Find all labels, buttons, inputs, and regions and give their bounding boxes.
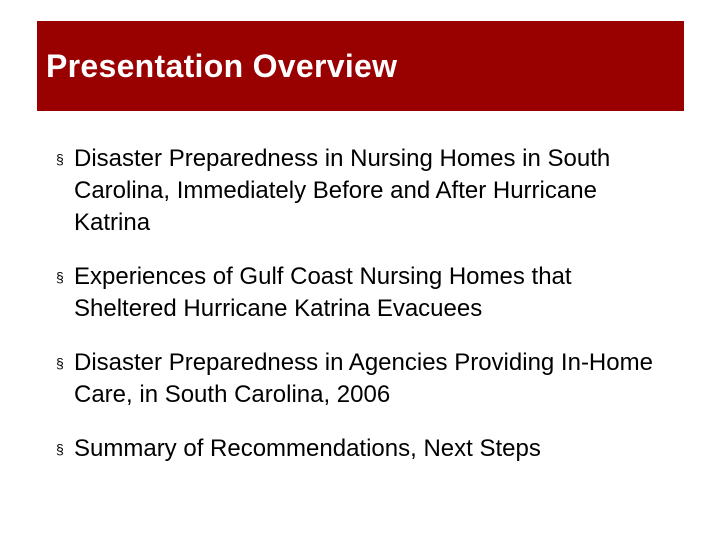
square-bullet-icon: § [56, 355, 64, 371]
bullet-text: Disaster Preparedness in Agencies Providing In-Home Care, in South Carolina, 2006 [74, 349, 653, 408]
bullet-text: Experiences of Gulf Coast Nursing Homes that Sheltered Hurricane Katrina Evacuees [74, 263, 572, 322]
square-bullet-icon: § [56, 441, 64, 457]
bullet-item [56, 347, 676, 411]
bullet-list [56, 143, 676, 487]
bullet-item [56, 433, 676, 465]
square-bullet-icon: § [56, 269, 64, 285]
bullet-text: Summary of Recommendations, Next Steps [74, 435, 541, 462]
bullet-item [56, 261, 676, 325]
square-bullet-icon: § [56, 151, 64, 167]
bullet-item [56, 143, 676, 239]
slide-title: Presentation Overview [46, 48, 398, 84]
title-bar [37, 21, 684, 111]
bullet-text: Disaster Preparedness in Nursing Homes in South Carolina, Immediately Before and After Hurricane Katrina [74, 145, 611, 236]
